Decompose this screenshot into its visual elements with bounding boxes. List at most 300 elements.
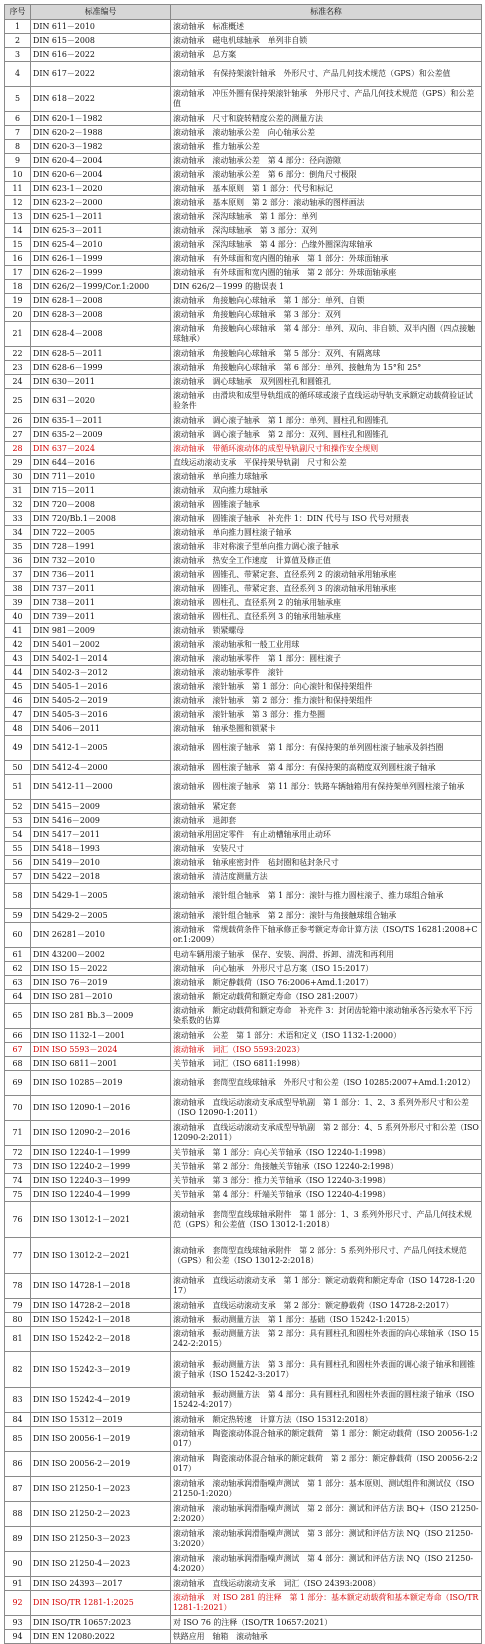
cell-code: DIN 5418－1993 — [31, 842, 171, 856]
cell-code: DIN 5422－2018 — [31, 870, 171, 884]
cell-name: 滚动轴承 圆锥滚子轴承 — [171, 498, 482, 512]
cell-code: DIN ISO 1132-1－2001 — [31, 1029, 171, 1043]
cell-no: 82 — [5, 1352, 31, 1388]
cell-no: 32 — [5, 498, 31, 512]
table-row — [5, 1160, 482, 1174]
cell-code: DIN ISO/TR 1281-1:2025 — [31, 1591, 171, 1616]
cell-name: 滚动轴承 磁电机球轴承 单列非自锁 — [171, 34, 482, 48]
cell-code: DIN 628-5－2011 — [31, 347, 171, 361]
cell-name: 滚动轴承 角接触向心球轴承 第 1 部分：单列、自锁 — [171, 294, 482, 308]
table-row — [5, 680, 482, 694]
cell-name: 关节轴承 词汇（ISO 6811:1998） — [171, 1057, 482, 1071]
cell-no: 9 — [5, 154, 31, 168]
table-row — [5, 1388, 482, 1413]
cell-name: 滚动轴承 清洁度测量方法 — [171, 870, 482, 884]
cell-no: 27 — [5, 428, 31, 442]
table-row — [5, 1477, 482, 1502]
cell-code: DIN 711－2010 — [31, 470, 171, 484]
cell-no: 80 — [5, 1313, 31, 1327]
table-row — [5, 1616, 482, 1630]
table-row — [5, 1427, 482, 1452]
cell-no: 31 — [5, 484, 31, 498]
cell-name: 滚动轴承 圆柱滚子轴承 第 4 部分：有保持架的高精度双列圆柱滚子轴承 — [171, 761, 482, 775]
cell-code: DIN 620-1－1982 — [31, 112, 171, 126]
cell-code: DIN ISO 281 Bb.3－2009 — [31, 1004, 171, 1029]
cell-code: DIN 5406－2011 — [31, 722, 171, 736]
cell-name: 滚动轴承 陶瓷滚动体混合轴承的额定载荷 第 2 部分：额定静载荷（ISO 20056-2:2017） — [171, 1452, 482, 1477]
cell-no: 14 — [5, 224, 31, 238]
cell-name: 滚动轴承 滚针轴承 第 1 部分：向心滚针和保持架组件 — [171, 680, 482, 694]
cell-no: 76 — [5, 1202, 31, 1238]
cell-name: 滚动轴承 直线运动滚动支承 第 1 部分：额定动载荷和额定寿命（ISO 14728-1:2017） — [171, 1274, 482, 1299]
table-row — [5, 540, 482, 554]
cell-code: DIN 732－2010 — [31, 554, 171, 568]
table-row — [5, 20, 482, 34]
cell-no: 75 — [5, 1188, 31, 1202]
cell-no: 88 — [5, 1502, 31, 1527]
table-row — [5, 1313, 482, 1327]
cell-name: 滚动轴承 直线运动滚动支承 第 2 部分：额定静载荷（ISO 14728-2:2017） — [171, 1299, 482, 1313]
cell-code: DIN 626-1－1999 — [31, 252, 171, 266]
cell-name: 滚动轴承 深沟球轴承 第 4 部分：凸缘外圈深沟球轴承 — [171, 238, 482, 252]
cell-name: 滚动轴承 轴承座密封件 毡封圈和毡封条尺寸 — [171, 856, 482, 870]
cell-code: DIN ISO 14728-2－2018 — [31, 1299, 171, 1313]
cell-code: DIN ISO 12090-2－2016 — [31, 1121, 171, 1146]
cell-code: DIN 626-2－1999 — [31, 266, 171, 280]
cell-no: 50 — [5, 761, 31, 775]
cell-no: 38 — [5, 582, 31, 596]
table-row — [5, 923, 482, 948]
table-row — [5, 347, 482, 361]
cell-no: 59 — [5, 909, 31, 923]
table-row — [5, 210, 482, 224]
cell-no: 34 — [5, 526, 31, 540]
table-row — [5, 870, 482, 884]
table-row — [5, 182, 482, 196]
table-row — [5, 154, 482, 168]
table-row — [5, 168, 482, 182]
cell-no: 26 — [5, 414, 31, 428]
cell-name: 滚动轴承 套筒型直线球轴承附件 第 2 部分：5 系列外形尺寸、产品几何技术规范（GPS）和公差（ISO 13012-2:2018） — [171, 1238, 482, 1274]
cell-name: 滚动轴承 滚动轴承公差 第 4 部分：径向游隙 — [171, 154, 482, 168]
cell-no: 92 — [5, 1591, 31, 1616]
cell-name: 滚动轴承 滚动轴承润滑脂噪声测试 第 3 部分：测试和评估方法 NQ（ISO 21250-3:2020） — [171, 1527, 482, 1552]
cell-no: 67 — [5, 1043, 31, 1057]
cell-name: 滚动轴承 基本原则 第 2 部分：滚动轴承的图样画法 — [171, 196, 482, 210]
cell-code: DIN 611－2010 — [31, 20, 171, 34]
table-row — [5, 140, 482, 154]
cell-code: DIN ISO 15242-1－2018 — [31, 1313, 171, 1327]
cell-no: 52 — [5, 800, 31, 814]
cell-name: 滚动轴承 滚动轴承润滑脂噪声测试 第 2 部分：测试和评估方法 BQ+（ISO 21250-2:2020） — [171, 1502, 482, 1527]
cell-name: 滚动轴承 热安全工作速度 计算值及修正值 — [171, 554, 482, 568]
cell-name: 滚动轴承 圆锥孔、带紧定套、直径系列 3 的滚动轴承用轴承座 — [171, 582, 482, 596]
cell-code: DIN 720－2008 — [31, 498, 171, 512]
cell-name: 滚动轴承 套筒型直线球轴承附件 第 1 部分：1、3 系列外形尺寸、产品几何技术规范（GPS）和公差值（ISO 13012-1:2018） — [171, 1202, 482, 1238]
cell-code: DIN EN 12080:2022 — [31, 1630, 171, 1644]
cell-name: 铁路应用 轴箱 滚动轴承 — [171, 1630, 482, 1644]
cell-code: DIN 26281－2010 — [31, 923, 171, 948]
cell-name: 滚动轴承 轴承垫圈和锁紧卡 — [171, 722, 482, 736]
table-row — [5, 610, 482, 624]
cell-no: 40 — [5, 610, 31, 624]
cell-no: 21 — [5, 322, 31, 347]
cell-no: 37 — [5, 568, 31, 582]
cell-no: 30 — [5, 470, 31, 484]
cell-code: DIN ISO 21250-4－2023 — [31, 1552, 171, 1577]
cell-code: DIN 5402-3－2012 — [31, 666, 171, 680]
table-row — [5, 1352, 482, 1388]
cell-code: DIN ISO 15242-4－2019 — [31, 1388, 171, 1413]
cell-code: DIN ISO 15242-2－2018 — [31, 1327, 171, 1352]
cell-no: 57 — [5, 870, 31, 884]
cell-code: DIN 631－2020 — [31, 389, 171, 414]
table-row — [5, 1327, 482, 1352]
table-row — [5, 1071, 482, 1096]
table-body — [5, 20, 482, 1644]
table-row — [5, 1299, 482, 1313]
table-row — [5, 638, 482, 652]
table-row — [5, 1591, 482, 1616]
table-row — [5, 722, 482, 736]
cell-code: DIN 623-1－2020 — [31, 182, 171, 196]
table-row — [5, 1527, 482, 1552]
cell-name: 滚动轴承 锁紧螺母 — [171, 624, 482, 638]
cell-name: 滚动轴承 滚动轴承润滑脂噪声测试 第 1 部分：基本原则、测试组件和测试仪（ISO 21250-1:2020） — [171, 1477, 482, 1502]
cell-no: 22 — [5, 347, 31, 361]
cell-no: 45 — [5, 680, 31, 694]
cell-no: 18 — [5, 280, 31, 294]
cell-code: DIN 625-3－2011 — [31, 224, 171, 238]
table-row — [5, 224, 482, 238]
table-row — [5, 962, 482, 976]
cell-no: 71 — [5, 1121, 31, 1146]
cell-code: DIN 616－2022 — [31, 48, 171, 62]
table-row — [5, 1413, 482, 1427]
cell-code: DIN 628-1－2008 — [31, 294, 171, 308]
cell-no: 54 — [5, 828, 31, 842]
cell-no: 72 — [5, 1146, 31, 1160]
table-row — [5, 736, 482, 761]
table-row — [5, 884, 482, 909]
cell-name: 滚动轴承 振动测量方法 第 1 部分：基础（ISO 15242-1:2015） — [171, 1313, 482, 1327]
table-row — [5, 62, 482, 87]
cell-code: DIN 715－2011 — [31, 484, 171, 498]
header-row — [5, 5, 482, 20]
cell-no: 83 — [5, 1388, 31, 1413]
table-row — [5, 1174, 482, 1188]
cell-name: 滚动轴承 振动测量方法 第 4 部分：具有圆柱孔和圆柱外表面的圆柱滚子轴承（ISO 15242-4:2017） — [171, 1388, 482, 1413]
cell-code: DIN 5412-11－2000 — [31, 775, 171, 800]
table-row — [5, 375, 482, 389]
cell-code: DIN 720/Bb.1－2008 — [31, 512, 171, 526]
cell-no: 81 — [5, 1327, 31, 1352]
cell-no: 49 — [5, 736, 31, 761]
cell-code: DIN 5405-3－2016 — [31, 708, 171, 722]
cell-name: 滚动轴承 角接触向心球轴承 第 6 部分：单列、接触角为 15°和 25° — [171, 361, 482, 375]
cell-code: DIN ISO 12240-2－1999 — [31, 1160, 171, 1174]
cell-no: 78 — [5, 1274, 31, 1299]
table-row — [5, 761, 482, 775]
cell-code: DIN 625-1－2011 — [31, 210, 171, 224]
table-row — [5, 1188, 482, 1202]
cell-name: 电动车辆用滚子轴承 保存、安装、润滑、拆卸、清洗和再利用 — [171, 948, 482, 962]
cell-no: 65 — [5, 1004, 31, 1029]
cell-code: DIN 736－2011 — [31, 568, 171, 582]
cell-code: DIN ISO 10285－2019 — [31, 1071, 171, 1096]
cell-code: DIN 628-4－2008 — [31, 322, 171, 347]
cell-no: 73 — [5, 1160, 31, 1174]
cell-name: 滚动轴承 尺寸和旋转精度公差的测量方法 — [171, 112, 482, 126]
table-row — [5, 1043, 482, 1057]
table-row — [5, 1238, 482, 1274]
cell-name: 滚动轴承 调心滚子轴承 第 1 部分：单列、圆柱孔和圆锥孔 — [171, 414, 482, 428]
cell-code: DIN ISO 12240-4－1999 — [31, 1188, 171, 1202]
cell-code: DIN 5429-2－2005 — [31, 909, 171, 923]
table-row — [5, 48, 482, 62]
table-row — [5, 948, 482, 962]
cell-name: DIN 626/2－1999 的勘误表 1 — [171, 280, 482, 294]
cell-no: 6 — [5, 112, 31, 126]
cell-code: DIN 617－2022 — [31, 62, 171, 87]
cell-code: DIN 739－2011 — [31, 610, 171, 624]
table-row — [5, 280, 482, 294]
cell-no: 55 — [5, 842, 31, 856]
cell-no: 66 — [5, 1029, 31, 1043]
cell-no: 51 — [5, 775, 31, 800]
cell-name: 滚动轴承 由滑块和成型导轨组成的循环球或滚子直线运动导轨支承额定动载荷验证试验条件 — [171, 389, 482, 414]
cell-name: 滚动轴承 单向推力球轴承 — [171, 470, 482, 484]
cell-no: 74 — [5, 1174, 31, 1188]
cell-no: 91 — [5, 1577, 31, 1591]
cell-name: 关节轴承 第 4 部分：杆端关节轴承（ISO 12240-4:1998） — [171, 1188, 482, 1202]
cell-code: DIN 738－2011 — [31, 596, 171, 610]
cell-name: 滚动轴承 调心球轴承 双列圆柱孔和圆锥孔 — [171, 375, 482, 389]
cell-no: 15 — [5, 238, 31, 252]
cell-name: 滚动轴承 标准概述 — [171, 20, 482, 34]
cell-name: 滚动轴承用固定零件 有止动槽轴承用止动环 — [171, 828, 482, 842]
cell-no: 58 — [5, 884, 31, 909]
cell-name: 关节轴承 第 1 部分：向心关节轴承（ISO 12240-1:1998） — [171, 1146, 482, 1160]
cell-name: 滚动轴承 滚动轴承公差 第 6 部分：倒角尺寸极限 — [171, 168, 482, 182]
cell-no: 68 — [5, 1057, 31, 1071]
cell-code: DIN 620-4－2004 — [31, 154, 171, 168]
cell-name: 滚动轴承 圆锥滚子轴承 补充件 1：DIN 代号与 ISO 代号对照表 — [171, 512, 482, 526]
cell-name: 关节轴承 第 2 部分：角接触关节轴承（ISO 12240-2:1998） — [171, 1160, 482, 1174]
cell-code: DIN 981－2009 — [31, 624, 171, 638]
cell-no: 64 — [5, 990, 31, 1004]
cell-name: 滚动轴承 振动测量方法 第 2 部分：具有圆柱孔和圆柱外表面的向心球轴承（ISO 15242-2:2015） — [171, 1327, 482, 1352]
cell-name: 滚动轴承 有外球面和宽内圈的轴承 第 1 部分：外球面轴承 — [171, 252, 482, 266]
table-row — [5, 470, 482, 484]
table-row — [5, 414, 482, 428]
cell-no: 33 — [5, 512, 31, 526]
cell-code: DIN ISO 281－2010 — [31, 990, 171, 1004]
cell-name: 滚动轴承 有外球面和宽内圈的轴承 第 2 部分：外球面轴承座 — [171, 266, 482, 280]
cell-name: 滚动轴承 常规载荷条件下轴承修正参考额定寿命计算方法（ISO/TS 16281:2008+Cor.1:2009） — [171, 923, 482, 948]
cell-no: 44 — [5, 666, 31, 680]
table-row — [5, 512, 482, 526]
table-row — [5, 322, 482, 347]
cell-code: DIN ISO 12240-1－1999 — [31, 1146, 171, 1160]
cell-no: 28 — [5, 442, 31, 456]
cell-code: DIN ISO 6811－2001 — [31, 1057, 171, 1071]
table-row — [5, 708, 482, 722]
cell-code: DIN ISO 21250-1－2023 — [31, 1477, 171, 1502]
cell-code: DIN 618－2022 — [31, 87, 171, 112]
cell-name: 滚动轴承 角接触向心球轴承 第 5 部分：双列、有隔离球 — [171, 347, 482, 361]
cell-no: 20 — [5, 308, 31, 322]
cell-no: 10 — [5, 168, 31, 182]
cell-name: 滚动轴承 振动测量方法 第 3 部分：具有圆柱孔和圆柱外表面的调心滚子轴承和圆锥滚子轴承（ISO 15242-3:2017） — [171, 1352, 482, 1388]
table-row — [5, 252, 482, 266]
cell-code: DIN ISO 21250-2－2023 — [31, 1502, 171, 1527]
table-row — [5, 442, 482, 456]
cell-no: 48 — [5, 722, 31, 736]
cell-no: 43 — [5, 652, 31, 666]
cell-no: 79 — [5, 1299, 31, 1313]
cell-no: 24 — [5, 375, 31, 389]
cell-code: DIN ISO 5593－2024 — [31, 1043, 171, 1057]
cell-no: 60 — [5, 923, 31, 948]
cell-name: 滚动轴承 冲压外圈有保持架滚针轴承 外形尺寸、产品几何技术规范（GPS）和公差值 — [171, 87, 482, 112]
cell-code: DIN 5415－2009 — [31, 800, 171, 814]
cell-no: 13 — [5, 210, 31, 224]
cell-name: 滚动轴承 安装尺寸 — [171, 842, 482, 856]
cell-code: DIN ISO 15－2022 — [31, 962, 171, 976]
table-row — [5, 1096, 482, 1121]
cell-name: 滚动轴承 滚针组合轴承 第 2 部分：滚针与角接触球组合轴承 — [171, 909, 482, 923]
cell-no: 46 — [5, 694, 31, 708]
table-row — [5, 976, 482, 990]
cell-no: 1 — [5, 20, 31, 34]
cell-name: 滚动轴承 调心滚子轴承 第 2 部分：双列、圆柱孔和圆锥孔 — [171, 428, 482, 442]
cell-name: 滚动轴承 对 ISO 281 的注释 第 1 部分：基本额定动载荷和基本额定寿命（ISO/TR 1281-1:2021） — [171, 1591, 482, 1616]
table-row — [5, 34, 482, 48]
cell-code: DIN ISO 15312－2019 — [31, 1413, 171, 1427]
cell-code: DIN ISO 13012-1－2021 — [31, 1202, 171, 1238]
table-row — [5, 1274, 482, 1299]
table-row — [5, 112, 482, 126]
table-row — [5, 568, 482, 582]
table-row — [5, 694, 482, 708]
cell-name: 滚动轴承 角接触向心球轴承 第 3 部分：双列 — [171, 308, 482, 322]
cell-name: 滚动轴承 直线运动滚动支承成型导轨副 第 2 部分：4、5 系列外形尺寸和公差（ISO 12090-2:2011） — [171, 1121, 482, 1146]
cell-no: 86 — [5, 1452, 31, 1477]
cell-code: DIN 626/2－1999/Cor.1:2000 — [31, 280, 171, 294]
cell-name: 滚动轴承 额定静载荷（ISO 76:2006+Amd.1:2017） — [171, 976, 482, 990]
table-row — [5, 856, 482, 870]
cell-code: DIN ISO 76－2019 — [31, 976, 171, 990]
cell-name: 滚动轴承 推力轴承公差 — [171, 140, 482, 154]
cell-no: 17 — [5, 266, 31, 280]
cell-name: 滚动轴承 滚动轴承零件 滚针 — [171, 666, 482, 680]
table-row — [5, 484, 482, 498]
table-row — [5, 266, 482, 280]
cell-name: 滚动轴承 退卸套 — [171, 814, 482, 828]
table-row — [5, 498, 482, 512]
cell-name: 滚动轴承 单向推力圆柱滚子轴承 — [171, 526, 482, 540]
cell-name: 滚动轴承 额定热转速 计算方法（ISO 15312:2018） — [171, 1413, 482, 1427]
cell-code: DIN 5412-4－2000 — [31, 761, 171, 775]
header-name: 标准名称 — [171, 5, 482, 20]
table-row — [5, 554, 482, 568]
cell-no: 90 — [5, 1552, 31, 1577]
cell-no: 84 — [5, 1413, 31, 1427]
cell-no: 4 — [5, 62, 31, 87]
cell-code: DIN 43200－2002 — [31, 948, 171, 962]
cell-code: DIN 722－2005 — [31, 526, 171, 540]
cell-no: 29 — [5, 456, 31, 470]
cell-name: 滚动轴承 非对称滚子型单向推力调心滚子轴承 — [171, 540, 482, 554]
cell-name: 滚动轴承 滚动轴承公差 向心轴承公差 — [171, 126, 482, 140]
table-row — [5, 1452, 482, 1477]
cell-name: 滚动轴承 圆锥孔、带紧定套、直径系列 2 的滚动轴承用轴承座 — [171, 568, 482, 582]
table-row — [5, 1630, 482, 1644]
table-row — [5, 1552, 482, 1577]
cell-name: 滚动轴承 额定动载荷和额定寿命 补充件 3：封闭齿轮箱中滚动轴承各污染水平下污染系数的估算 — [171, 1004, 482, 1029]
cell-code: DIN 628-6－1999 — [31, 361, 171, 375]
cell-code: DIN 623-2－2000 — [31, 196, 171, 210]
cell-no: 2 — [5, 34, 31, 48]
cell-no: 77 — [5, 1238, 31, 1274]
cell-no: 89 — [5, 1527, 31, 1552]
cell-name: 滚动轴承 圆柱孔、直径系列 2 的轴承用轴承座 — [171, 596, 482, 610]
table-row — [5, 361, 482, 375]
cell-name: 滚动轴承 套筒型直线球轴承 外形尺寸和公差（ISO 10285:2007+Amd.1:2012） — [171, 1071, 482, 1096]
cell-code: DIN 625-4－2010 — [31, 238, 171, 252]
cell-no: 42 — [5, 638, 31, 652]
table-row — [5, 308, 482, 322]
cell-no: 12 — [5, 196, 31, 210]
cell-code: DIN 630－2011 — [31, 375, 171, 389]
cell-no: 35 — [5, 540, 31, 554]
cell-no: 16 — [5, 252, 31, 266]
cell-name: 滚动轴承 滚针轴承 第 2 部分：推力滚针和保持架组件 — [171, 694, 482, 708]
table-row — [5, 652, 482, 666]
cell-code: DIN 5412-1－2005 — [31, 736, 171, 761]
cell-no: 25 — [5, 389, 31, 414]
cell-code: DIN ISO 12090-1－2016 — [31, 1096, 171, 1121]
cell-name: 滚动轴承 陶瓷滚动体混合轴承的额定载荷 第 1 部分：额定动载荷（ISO 20056-1:2017） — [171, 1427, 482, 1452]
cell-name: 滚动轴承 滚动轴承零件 第 1 部分：圆柱滚子 — [171, 652, 482, 666]
cell-no: 93 — [5, 1616, 31, 1630]
cell-code: DIN ISO 24393－2017 — [31, 1577, 171, 1591]
cell-code: DIN 620-6－2004 — [31, 168, 171, 182]
cell-name: 对 ISO 76 的注释（ISO/TR 10657:2021） — [171, 1616, 482, 1630]
cell-name: 滚动轴承 公差 第 1 部分：术语和定义（ISO 1132-1:2000） — [171, 1029, 482, 1043]
cell-name: 滚动轴承 圆柱滚子轴承 第 11 部分：铁路车辆轴箱用有保持架单列圆柱滚子轴承 — [171, 775, 482, 800]
cell-code: DIN ISO 20056-2－2019 — [31, 1452, 171, 1477]
cell-code: DIN 635-2－2009 — [31, 428, 171, 442]
cell-name: 滚动轴承 深沟球轴承 第 1 部分：单列 — [171, 210, 482, 224]
cell-name: 滚动轴承 直线运动滚动支承 词汇（ISO 24393:2008） — [171, 1577, 482, 1591]
cell-code: DIN 620-3－1982 — [31, 140, 171, 154]
cell-no: 5 — [5, 87, 31, 112]
cell-name: 滚动轴承 滚动轴承润滑脂噪声测试 第 4 部分：测试和评估方法 NQ（ISO 21250-4:2020） — [171, 1552, 482, 1577]
table-row — [5, 1057, 482, 1071]
cell-name: 滚动轴承 双向推力球轴承 — [171, 484, 482, 498]
cell-name: 滚动轴承 基本原则 第 1 部分：代号和标记 — [171, 182, 482, 196]
table-row — [5, 389, 482, 414]
cell-no: 39 — [5, 596, 31, 610]
cell-no: 11 — [5, 182, 31, 196]
cell-name: 滚动轴承 紧定套 — [171, 800, 482, 814]
cell-name: 滚动轴承 滚针组合轴承 第 1 部分：滚针与推力圆柱滚子、推力球组合轴承 — [171, 884, 482, 909]
cell-code: DIN ISO 21250-3－2023 — [31, 1527, 171, 1552]
table-row — [5, 814, 482, 828]
cell-code: DIN ISO 13012-2－2021 — [31, 1238, 171, 1274]
